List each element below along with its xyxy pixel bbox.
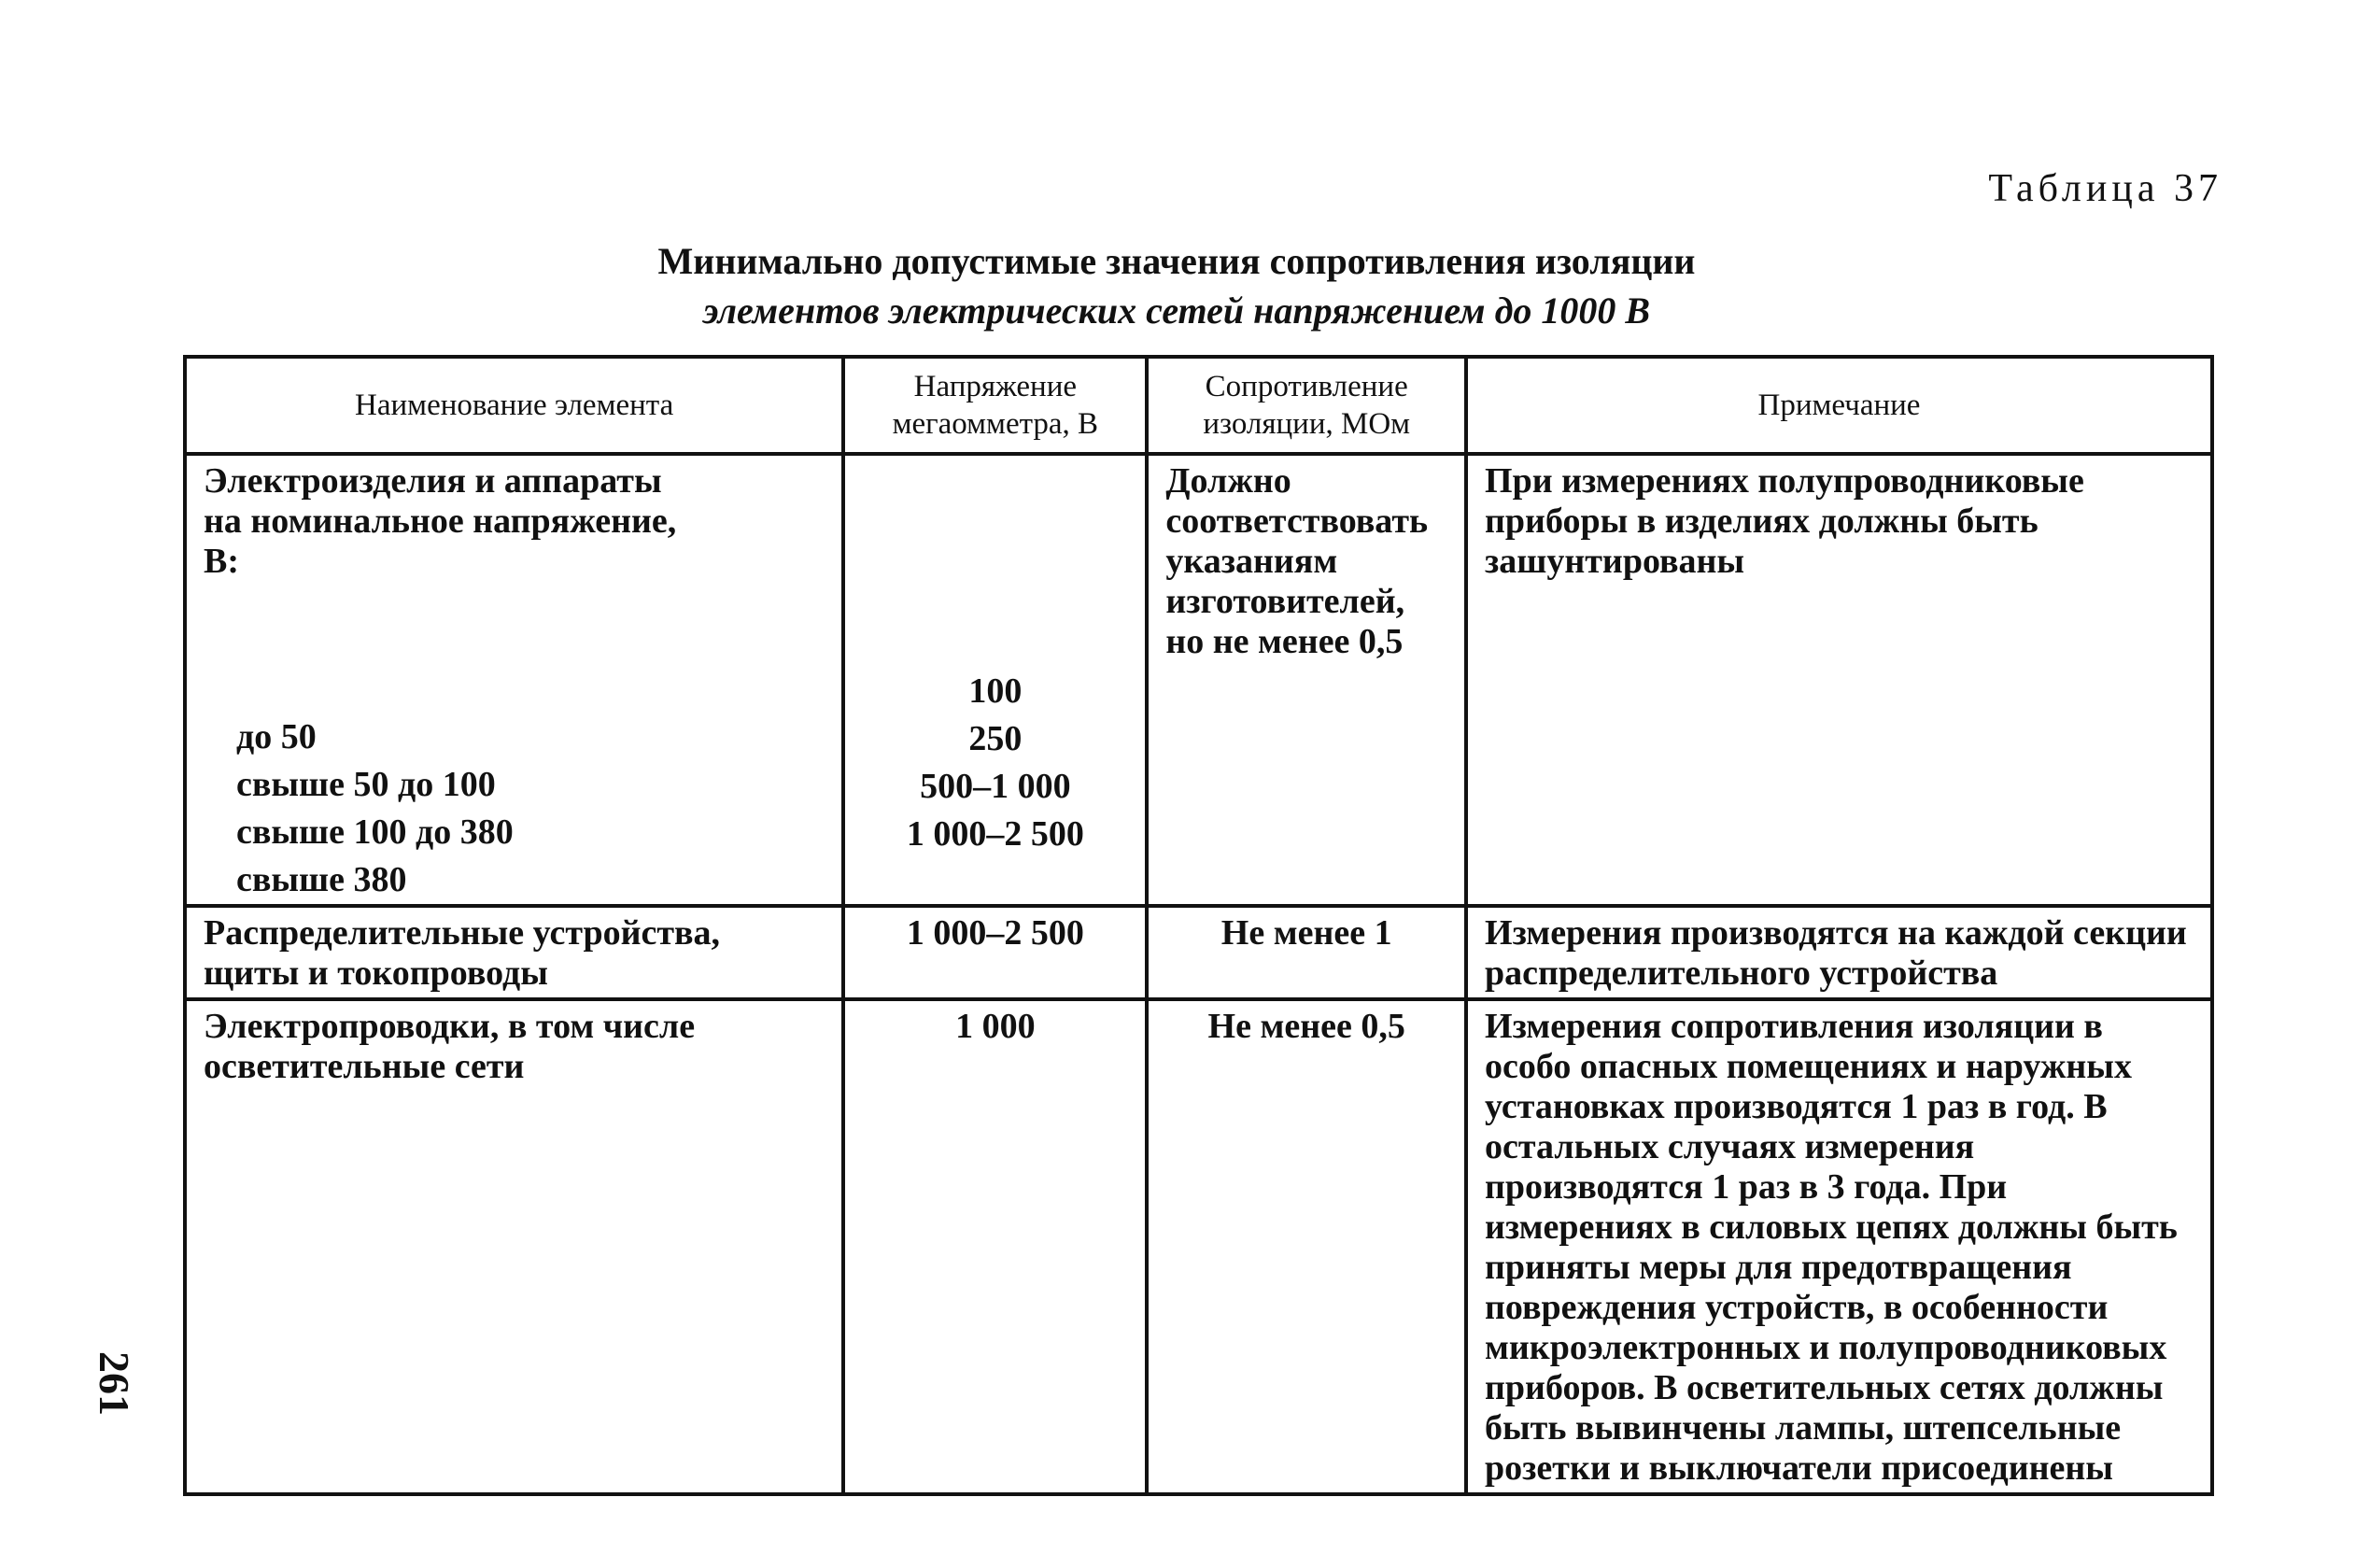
table-title-line-2: элементов электрических сетей напряжением до 1000 В bbox=[702, 290, 1651, 332]
cell-element-name bbox=[185, 454, 843, 906]
table-number: Таблица 37 bbox=[1988, 167, 2222, 210]
row3-resistance: Не менее 0,5 bbox=[1207, 1007, 1405, 1046]
table-row bbox=[185, 906, 2212, 999]
cell-note bbox=[1466, 999, 2212, 1494]
table-title-line-1: Минимально допустимые значения сопротивления изоляции bbox=[657, 240, 1696, 282]
row1-note: При измерениях полупроводниковые приборы в изделиях должны быть зашунтированы bbox=[1485, 461, 2084, 581]
table-header-row bbox=[185, 357, 2212, 454]
cell-resistance bbox=[1147, 454, 1466, 906]
list-item: свыше 100 до 380 bbox=[236, 812, 514, 852]
page-number: 261 bbox=[91, 1351, 138, 1416]
header-note: Примечание bbox=[1466, 357, 2212, 454]
row1-voltages bbox=[862, 668, 1128, 858]
cell-voltage bbox=[843, 906, 1147, 999]
list-item: 250 bbox=[968, 719, 1023, 758]
table-row bbox=[185, 454, 2212, 906]
cell-voltage bbox=[843, 999, 1147, 1494]
row2-note: Измерения производятся на каждой секции распределительного устройства bbox=[1485, 913, 2187, 993]
row2-resistance: Не менее 1 bbox=[1220, 913, 1392, 953]
row3-note: Измерения сопротивления изоляции в особо опасных помещениях и наружных установках производятся 1 раз в год. В остальных случаях измерения производятся 1 раз в 3 года. При измерениях в силовых цепях должны быть приняты меры для предотвращения повреждения устройств, в особенности микроэлектронных и полупроводниковых приборов. В осветительных сетях должны быть вывинчены лампы, штепсельные розетки и выключатели присоединены bbox=[1485, 1007, 2178, 1488]
header-element-name: Наименование элемента bbox=[185, 357, 843, 454]
list-item: 500–1 000 bbox=[920, 767, 1071, 806]
row1-resistance: Должно соответствовать указаниям изготовителей, но не менее 0,5 bbox=[1165, 461, 1429, 661]
list-item: 1 000–2 500 bbox=[906, 814, 1084, 854]
cell-element-name bbox=[185, 906, 843, 999]
table-title bbox=[299, 236, 2054, 335]
list-item: свыше 50 до 100 bbox=[236, 765, 496, 804]
cell-resistance bbox=[1147, 999, 1466, 1494]
cell-note bbox=[1466, 454, 2212, 906]
row1-sub-items bbox=[204, 713, 825, 904]
insulation-resistance-table bbox=[183, 355, 2214, 1496]
cell-note bbox=[1466, 906, 2212, 999]
header-megohmmeter-voltage: Напряжение мегаомметра, В bbox=[843, 357, 1147, 454]
row2-voltage: 1 000–2 500 bbox=[906, 913, 1084, 953]
cell-element-name bbox=[185, 999, 843, 1494]
table-row bbox=[185, 999, 2212, 1494]
row3-voltage: 1 000 bbox=[955, 1007, 1036, 1046]
list-item: свыше 380 bbox=[236, 860, 407, 899]
list-item: 100 bbox=[968, 671, 1023, 711]
cell-resistance bbox=[1147, 906, 1466, 999]
row3-name: Электропроводки, в том числе осветительные сети bbox=[204, 1007, 696, 1086]
cell-voltage bbox=[843, 454, 1147, 906]
row1-name: Электроизделия и аппараты на номинальное напряжение, В: bbox=[204, 461, 677, 581]
header-insulation-resistance: Сопротивление изоляции, МОм bbox=[1147, 357, 1466, 454]
list-item: до 50 bbox=[236, 717, 317, 756]
row2-name: Распределительные устройства, щиты и токопроводы bbox=[204, 913, 721, 993]
